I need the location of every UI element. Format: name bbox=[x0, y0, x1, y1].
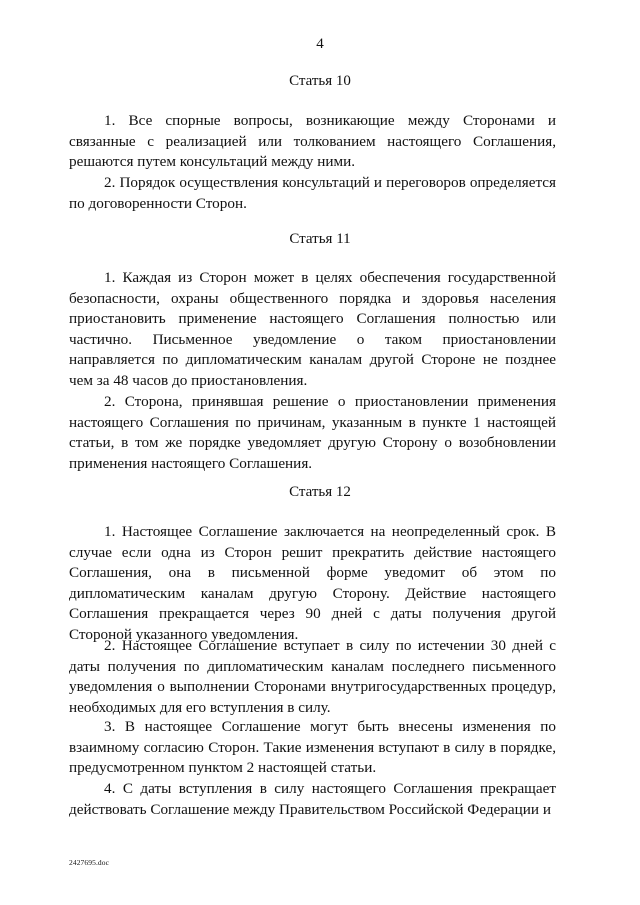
article-12-paragraph-1: 1. Настоящее Соглашение заключается на неопределенный срок. В случае если одна из Сторон решит прекратить действие настоящего Соглашения, она в письменной форме уведомит об этом по дипломатическим каналам другую Сторону. Действие настоящего Соглашения прекращается через 90 дней с даты получения другой Стороной указанного уведомления. bbox=[69, 523, 556, 643]
article-10-paragraph-1: 1. Все спорные вопросы, возникающие между Сторонами и связанные с реализацией или толкованием настоящего Соглашения, решаются путем консультаций между ними. bbox=[69, 112, 556, 171]
article-12-paragraph-3: 3. В настоящее Соглашение могут быть внесены изменения по взаимному согласию Сторон. Такие изменения вступают в силу в порядке, предусмотренном пунктом 2 настоящей статьи. bbox=[69, 718, 556, 777]
article-12-paragraph-4: 4. С даты вступления в силу настоящего Соглашения прекращает действовать Соглашение между Правительством Российской Федерации и bbox=[69, 780, 556, 818]
article-12-paragraph-2: 2. Настоящее Соглашение вступает в силу по истечении 30 дней с даты получения по дипломатическим каналам последнего письменного уведомления о выполнении Сторонами внутригосударственных процедур, необходимых для его вступления в силу. bbox=[69, 637, 556, 716]
page-number: 4 bbox=[316, 36, 324, 52]
article-10-paragraph-2: 2. Порядок осуществления консультаций и переговоров определяется по договоренности Сторон. bbox=[69, 174, 556, 212]
document-footer-filename: 2427695.doc bbox=[69, 858, 110, 867]
article-11-heading: Статья 11 bbox=[289, 231, 351, 247]
article-10-heading: Статья 10 bbox=[289, 73, 351, 89]
article-11-paragraph-2: 2. Сторона, принявшая решение о приостановлении применения настоящего Соглашения по причинам, указанным в пункте 1 настоящей статьи, в том же порядке уведомляет другую Сторону о возобновлении применения настоящего Соглашения. bbox=[69, 393, 556, 472]
article-11-paragraph-1: 1. Каждая из Сторон может в целях обеспечения государственной безопасности, охраны общественного порядка и здоровья населения приостановить применение настоящего Соглашения полностью или частично. Письменное уведомление о таком приостановлении направляется по дипломатическим каналам другой Стороне не позднее чем за 48 часов до приостановления. bbox=[69, 269, 556, 389]
article-12-heading: Статья 12 bbox=[289, 484, 351, 500]
